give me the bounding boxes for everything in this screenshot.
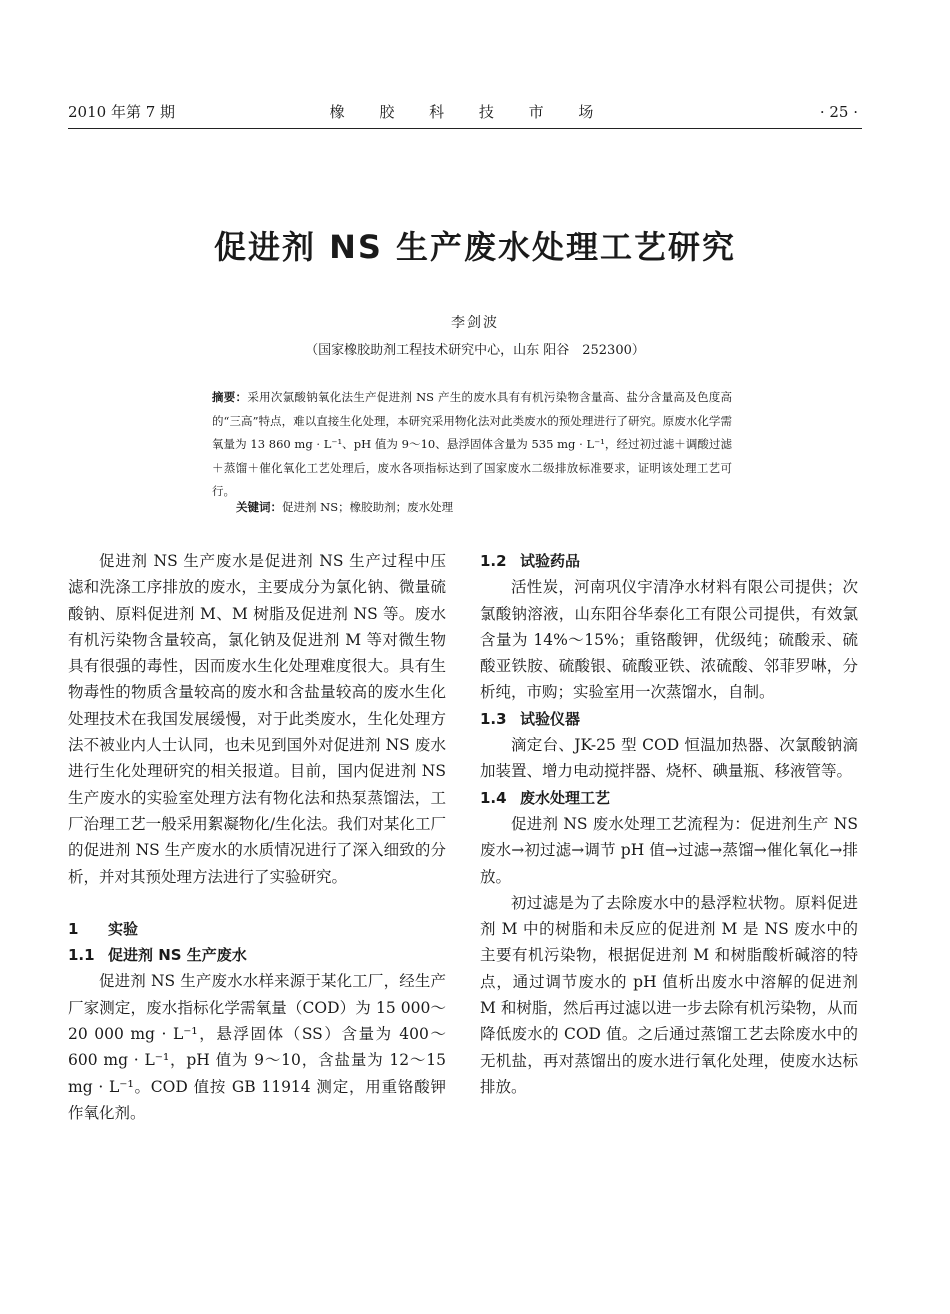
running-head [68, 100, 858, 124]
section-title: 试验药品 [520, 552, 581, 570]
section-1-4-paragraph: 促进剂 NS 废水处理工艺流程为：促进剂生产 NS 废水→初过滤→调节 pH 值→过滤→蒸馏→催化氧化→排放。 [480, 814, 858, 886]
section-1-3-paragraph: 滴定台、JK-25 型 COD 恒温加热器、次氯酸钠滴加装置、增力电动搅拌器、烧杯、碘量瓶、移液管等。 [480, 736, 858, 781]
section-1-heading [68, 916, 446, 942]
section-1-4-heading [480, 785, 858, 811]
page-number: · 25 · [819, 103, 858, 121]
keywords [236, 497, 453, 517]
section-title: 促进剂 NS 生产废水 [108, 946, 247, 965]
section-title: 废水处理工艺 [520, 788, 611, 807]
journal-name: 橡 胶 科 技 市 场 [329, 103, 609, 121]
section-1-2-paragraph: 活性炭，河南巩仪宇清净水材料有限公司提供；次氯酸钠溶液，山东阳谷华泰化工有限公司提供，有效氯含量为 14%～15%；重铬酸钾，优级纯；硫酸汞、硫酸亚铁胺、硫酸银、硫酸亚铁、浓硫酸、邻菲罗啉，分析纯，市购；实验室用一次蒸馏水，自制。 [480, 578, 858, 702]
keywords-text: 促进剂 NS；橡胶助剂；废水处理 [282, 500, 454, 514]
abstract [212, 386, 732, 504]
section-title: 实验 [108, 919, 139, 938]
section-1-1-heading [68, 942, 446, 968]
section-1-4-paragraph-2: 初过滤是为了去除废水中的悬浮粒状物。原料促进剂 M 中的树脂和未反应的促进剂 M 是 NS 废水中的主要有机污染物，根据促进剂 M 和树脂酸析碱溶的特点，通过调节废水的 pH 值析出废水中溶解的促进剂 M 和树脂，然后再过滤以进一步去除有机污染物，从而降低废水的 COD 值。之后通过蒸馏工艺去除废水中的无机盐，再对蒸馏出的废水进行氧化处理，使废水达标排放。 [480, 893, 858, 1096]
header-rule [68, 128, 862, 129]
abstract-text: 采用次氯酸钠氧化法生产促进剂 NS 产生的废水具有有机污染物含量高、盐分含量高及色度高的“三高”特点，难以直接生化处理，本研究采用物化法对此类废水的预处理进行了研究。原废水化学需氧量为 13 860 mg · L⁻¹、pH 值为 9～10、悬浮固体含量为 535 mg · L⁻¹，经过初过滤＋调酸过滤＋蒸馏＋催化氧化工艺处理后，废水各项指标达到了国家废水二级排放标准要求，证明该处理工艺可行。 [212, 390, 733, 498]
left-column [68, 548, 446, 1126]
section-number: 1.1 [68, 946, 95, 965]
affiliation: （国家橡胶助剂工程技术研究中心，山东 阳谷 252300） [305, 343, 645, 358]
keywords-label: 关键词： [236, 500, 282, 514]
section-number: 1 [68, 919, 79, 938]
abstract-label: 摘要： [212, 390, 248, 404]
author-name: 李剑波 [451, 315, 499, 331]
section-number: 1.2 [480, 552, 507, 570]
section-number: 1.3 [480, 709, 507, 728]
right-column [480, 548, 858, 1100]
section-number: 1.4 [480, 788, 507, 807]
section-1-1-paragraph: 促进剂 NS 生产废水水样来源于某化工厂，经生产厂家测定，废水指标化学需氧量（COD）为 15 000～20 000 mg · L⁻¹，悬浮固体（SS）含量为 400～600 mg · L⁻¹，pH 值为 9～10，含盐量为 12～15 mg · L⁻¹。COD 值按 GB 11914 测定，用重铬酸钾作氧化剂。 [68, 972, 446, 1122]
intro-paragraph: 促进剂 NS 生产废水是促进剂 NS 生产过程中压滤和洗涤工序排放的废水，主要成分为氯化钠、微量硫酸钠、原料促进剂 M、M 树脂及促进剂 NS 等。废水有机污染物含量较高，氯化钠及促进剂 M 等对微生物具有很强的毒性，因而废水生化处理难度很大。具有生物毒性的物质含量较高的废水和含盐量较高的废水生化处理技术在我国发展缓慢，对于此类废水，生化处理方法不被业内人士认同，也未见到国外对促进剂 NS 废水进行生化处理研究的相关报道。目前，国内促进剂 NS 生产废水的实验室处理方法有物化法和热泵蒸馏法，工厂治理工艺一般采用絮凝物化/生化法。我们对某化工厂的促进剂 NS 生产废水的水质情况进行了深入细致的分析，并对其预处理方法进行了实验研究。 [68, 552, 446, 886]
section-1-3-heading [480, 706, 858, 732]
section-1-2-heading [480, 548, 858, 574]
issue-label: 2010 年第 7 期 [68, 103, 176, 121]
section-title: 试验仪器 [520, 709, 581, 728]
article-title: 促进剂 NS 生产废水处理工艺研究 [213, 228, 737, 266]
